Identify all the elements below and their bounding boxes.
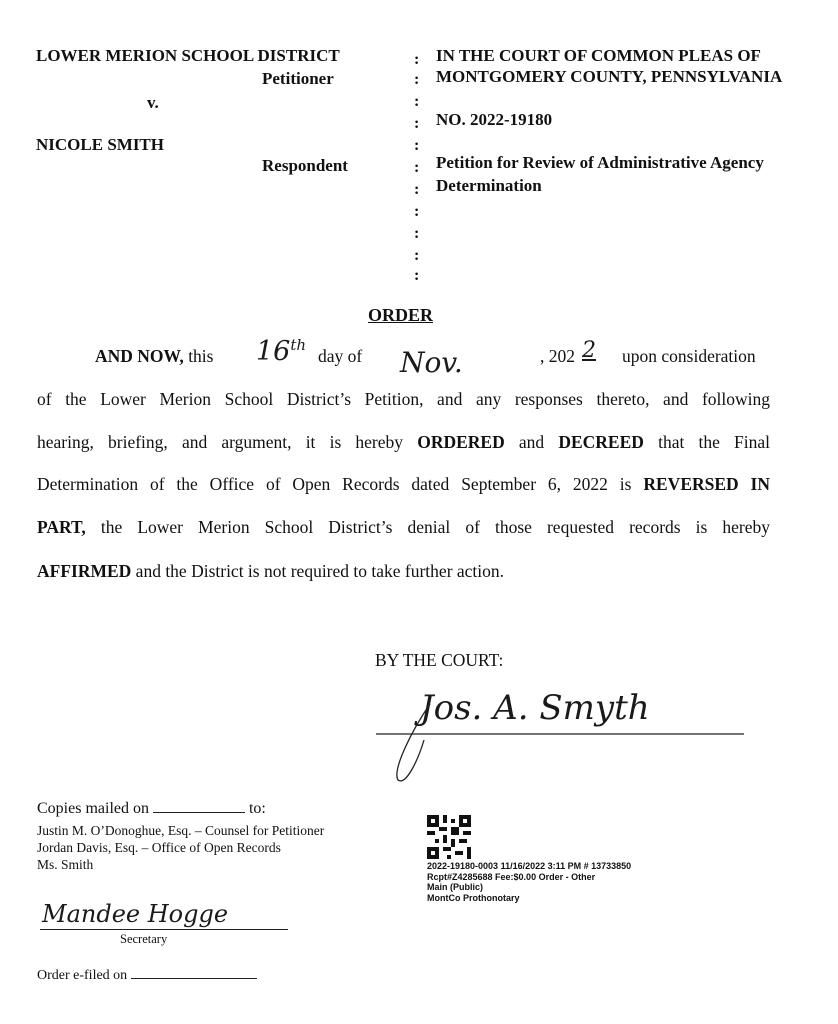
filing-stamp	[427, 861, 631, 903]
order-line-5-text: the Lower Merion School District’s denial of those requested records is hereby	[100, 517, 770, 537]
handwritten-year-digit: 2	[582, 338, 596, 363]
copies-mailed-line	[37, 800, 266, 818]
petitioner-role: Petitioner	[262, 69, 334, 88]
handwritten-day-number: 16	[256, 336, 291, 367]
respondent-role: Respondent	[262, 156, 348, 175]
respondent-name: NICOLE SMITH	[36, 135, 164, 154]
this-text: this	[188, 346, 214, 366]
stamp-line-2: Rcpt#Z4285688 Fee:$0.00 Order - Other	[427, 871, 596, 882]
stamp-line-4: MontCo Prothonotary	[427, 892, 520, 903]
part-text: PART,	[37, 517, 86, 537]
order-line-6	[37, 561, 504, 582]
and-now-text: AND NOW,	[95, 346, 184, 366]
order-line-3-text: hearing, briefing, and argument, it is hereby	[37, 432, 404, 452]
versus-label: v.	[147, 93, 159, 112]
court-line-1: IN THE COURT OF COMMON PLEAS OF	[436, 46, 761, 65]
order-line-1-tail: upon consideration	[622, 346, 756, 366]
affirmed-text: AFFIRMED	[37, 561, 132, 581]
secretary-label: Secretary	[120, 932, 168, 946]
copies-to-label: to:	[248, 800, 266, 817]
day-of-text: day of	[318, 346, 363, 366]
petition-title-line-2: Determination	[436, 176, 542, 195]
secretary-signature: Mandee Hogge	[42, 900, 229, 928]
and-text: and	[518, 432, 545, 452]
petitioner-name: LOWER MERION SCHOOL DISTRICT	[36, 46, 340, 65]
order-line-3-tail: that the Final	[658, 432, 771, 452]
order-line-4-text: Determination of the Office of Open Records dated September 6, 2022 is	[37, 474, 632, 494]
copies-mailed-blank	[153, 812, 245, 813]
petition-title-line-1: Petition for Review of Administrative Agency	[436, 153, 764, 172]
stamp-line-1: 2022-19180-0003 11/16/2022 3:11 PM # 13733850	[427, 861, 632, 871]
ordered-text: ORDERED	[417, 432, 505, 452]
order-line-4	[37, 474, 770, 495]
judge-signature-line	[372, 690, 748, 786]
efiled-label: Order e-filed on	[37, 968, 128, 983]
order-heading: ORDER	[368, 305, 434, 325]
recipient-item: Justin M. O’Donoghue, Esq. – Counsel for Petitioner	[37, 823, 325, 838]
copies-recipients	[37, 822, 324, 873]
copies-mailed-label: Copies mailed on	[37, 800, 149, 817]
decreed-text: DECREED	[558, 432, 644, 452]
order-line-3	[37, 432, 770, 453]
year-prefix-text: , 202	[540, 346, 575, 366]
order-line-6-text: and the District is not required to take further action.	[135, 561, 505, 581]
order-line-2: of the Lower Merion School District’s Petition, and any responses thereto, and following	[37, 389, 770, 409]
reversed-in-text: REVERSED IN	[643, 474, 771, 494]
recipient-item: Ms. Smith	[37, 857, 94, 872]
judge-signature: Jos. A. Smyth	[420, 688, 650, 728]
efiled-line	[37, 968, 257, 984]
court-line-2: MONTGOMERY COUNTY, PENNSYLVANIA	[436, 67, 783, 86]
stamp-line-3: Main (Public)	[427, 882, 483, 892]
efiled-blank	[131, 978, 257, 979]
handwritten-month: Nov.	[400, 346, 463, 379]
handwritten-day	[256, 336, 306, 367]
order-line-5	[37, 517, 770, 538]
docket-number: NO. 2022-19180	[436, 110, 553, 129]
order-line-1-start	[95, 346, 213, 367]
recipient-item: Jordan Davis, Esq. – Office of Open Records	[37, 840, 281, 855]
handwritten-day-suffix: th	[290, 336, 307, 354]
by-the-court-label: BY THE COURT:	[375, 650, 504, 670]
secretary-signature-line	[40, 929, 288, 930]
qr-code-icon	[427, 815, 471, 859]
